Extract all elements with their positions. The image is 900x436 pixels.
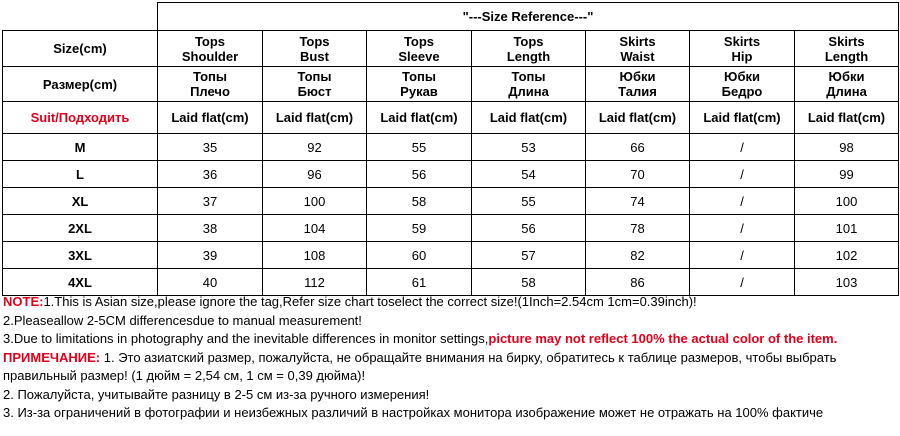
table-row <box>3 215 899 242</box>
column-header-ru: Юбки Бедро <box>690 67 795 102</box>
color-disclaimer: picture may not reflect 100% the actual color of the item. <box>488 331 838 346</box>
column-header-ru: Юбки Талия <box>586 67 690 102</box>
value-cell: 74 <box>586 188 690 215</box>
size-cell: 4XL <box>3 269 158 296</box>
method-label: Laid flat(cm) <box>158 102 263 134</box>
value-cell: 102 <box>795 242 899 269</box>
suit-label: Suit/Подходить <box>3 102 158 134</box>
column-header: Tops Bust <box>263 31 367 67</box>
note-line-2: 2.Pleaseallow 2-5CM differencesdue to manual measurement! <box>3 312 362 328</box>
column-header: Tops Length <box>472 31 586 67</box>
value-cell: / <box>690 269 795 296</box>
column-header: Skirts Hip <box>690 31 795 67</box>
value-cell: 60 <box>367 242 472 269</box>
method-label: Laid flat(cm) <box>472 102 586 134</box>
value-cell: 56 <box>367 161 472 188</box>
value-cell: 57 <box>472 242 586 269</box>
size-cell: 2XL <box>3 215 158 242</box>
value-cell: 82 <box>586 242 690 269</box>
value-cell: 101 <box>795 215 899 242</box>
column-header: Tops Shoulder <box>158 31 263 67</box>
column-header: Skirts Length <box>795 31 899 67</box>
value-cell: 86 <box>586 269 690 296</box>
value-cell: 78 <box>586 215 690 242</box>
row-label-ru: Размер(cm) <box>3 67 158 102</box>
value-cell: 58 <box>367 188 472 215</box>
note-ru-line-2: 2. Пожалуйста, учитывайте разницу в 2-5 см из-за ручного измерения! <box>3 386 430 402</box>
table-row <box>3 188 899 215</box>
value-cell: 37 <box>158 188 263 215</box>
value-cell: 96 <box>263 161 367 188</box>
method-label: Laid flat(cm) <box>263 102 367 134</box>
value-cell: / <box>690 134 795 161</box>
value-cell: 99 <box>795 161 899 188</box>
value-cell: 56 <box>472 215 586 242</box>
table-row <box>3 269 899 296</box>
value-cell: / <box>690 161 795 188</box>
note-label: NOTE: <box>3 294 44 309</box>
value-cell: 66 <box>586 134 690 161</box>
column-header-ru: Топы Рукав <box>367 67 472 102</box>
size-cell: XL <box>3 188 158 215</box>
column-header-ru: Топы Длина <box>472 67 586 102</box>
column-header: Tops Sleeve <box>367 31 472 67</box>
size-cell: L <box>3 161 158 188</box>
value-cell: 70 <box>586 161 690 188</box>
size-cell: 3XL <box>3 242 158 269</box>
method-label: Laid flat(cm) <box>795 102 899 134</box>
note-ru-line-1: ПРИМЕЧАНИЕ: 1. Это азиатский размер, пожалуйста, не обращайте внимания на бирку, обратитесь к таблице размеров, чтобы выбрать правильный размер! (1 дюйм = 2,54 см, 1 см = 0,39 дюйма)! <box>3 349 837 383</box>
note-label-ru: ПРИМЕЧАНИЕ: <box>3 349 101 365</box>
value-cell: 100 <box>795 188 899 215</box>
note-ru-line-3: 3. Из-за ограничений в фотографии и неизбежных различий в настройках монитора изображение может не отражать на 100% фактиче <box>3 405 824 420</box>
column-header-ru: Топы Бюст <box>263 67 367 102</box>
note-line-1: NOTE:1.This is Asian size,please ignore the tag,Refer size chart toselect the correct size!(1Inch=2.54cm 1cm=0.39inch)! <box>3 294 697 309</box>
value-cell: 55 <box>472 188 586 215</box>
method-label: Laid flat(cm) <box>586 102 690 134</box>
value-cell: 112 <box>263 269 367 296</box>
column-header: Skirts Waist <box>586 31 690 67</box>
value-cell: 103 <box>795 269 899 296</box>
value-cell: 59 <box>367 215 472 242</box>
column-header-ru: Топы Плечо <box>158 67 263 102</box>
value-cell: 40 <box>158 269 263 296</box>
table-row <box>3 161 899 188</box>
value-cell: 35 <box>158 134 263 161</box>
table-row <box>3 134 899 161</box>
value-cell: 92 <box>263 134 367 161</box>
column-header-ru: Юбки Длина <box>795 67 899 102</box>
row-label-en: Size(cm) <box>3 31 158 67</box>
method-label: Laid flat(cm) <box>690 102 795 134</box>
value-cell: 39 <box>158 242 263 269</box>
value-cell: 61 <box>367 269 472 296</box>
value-cell: 38 <box>158 215 263 242</box>
value-cell: 36 <box>158 161 263 188</box>
value-cell: 98 <box>795 134 899 161</box>
value-cell: 100 <box>263 188 367 215</box>
value-cell: / <box>690 215 795 242</box>
notes-section <box>3 293 897 423</box>
method-label: Laid flat(cm) <box>367 102 472 134</box>
size-table <box>2 2 899 296</box>
value-cell: / <box>690 188 795 215</box>
size-cell: M <box>3 134 158 161</box>
value-cell: 54 <box>472 161 586 188</box>
value-cell: 108 <box>263 242 367 269</box>
table-row <box>3 242 899 269</box>
value-cell: 55 <box>367 134 472 161</box>
note-line-3: 3.Due to limitations in photography and the inevitable differences in monitor settings,picture may not reflect 100% the actual color of the item. <box>3 331 838 346</box>
value-cell: 53 <box>472 134 586 161</box>
table-title: "---Size Reference---" <box>158 3 899 31</box>
value-cell: / <box>690 242 795 269</box>
value-cell: 104 <box>263 215 367 242</box>
value-cell: 58 <box>472 269 586 296</box>
